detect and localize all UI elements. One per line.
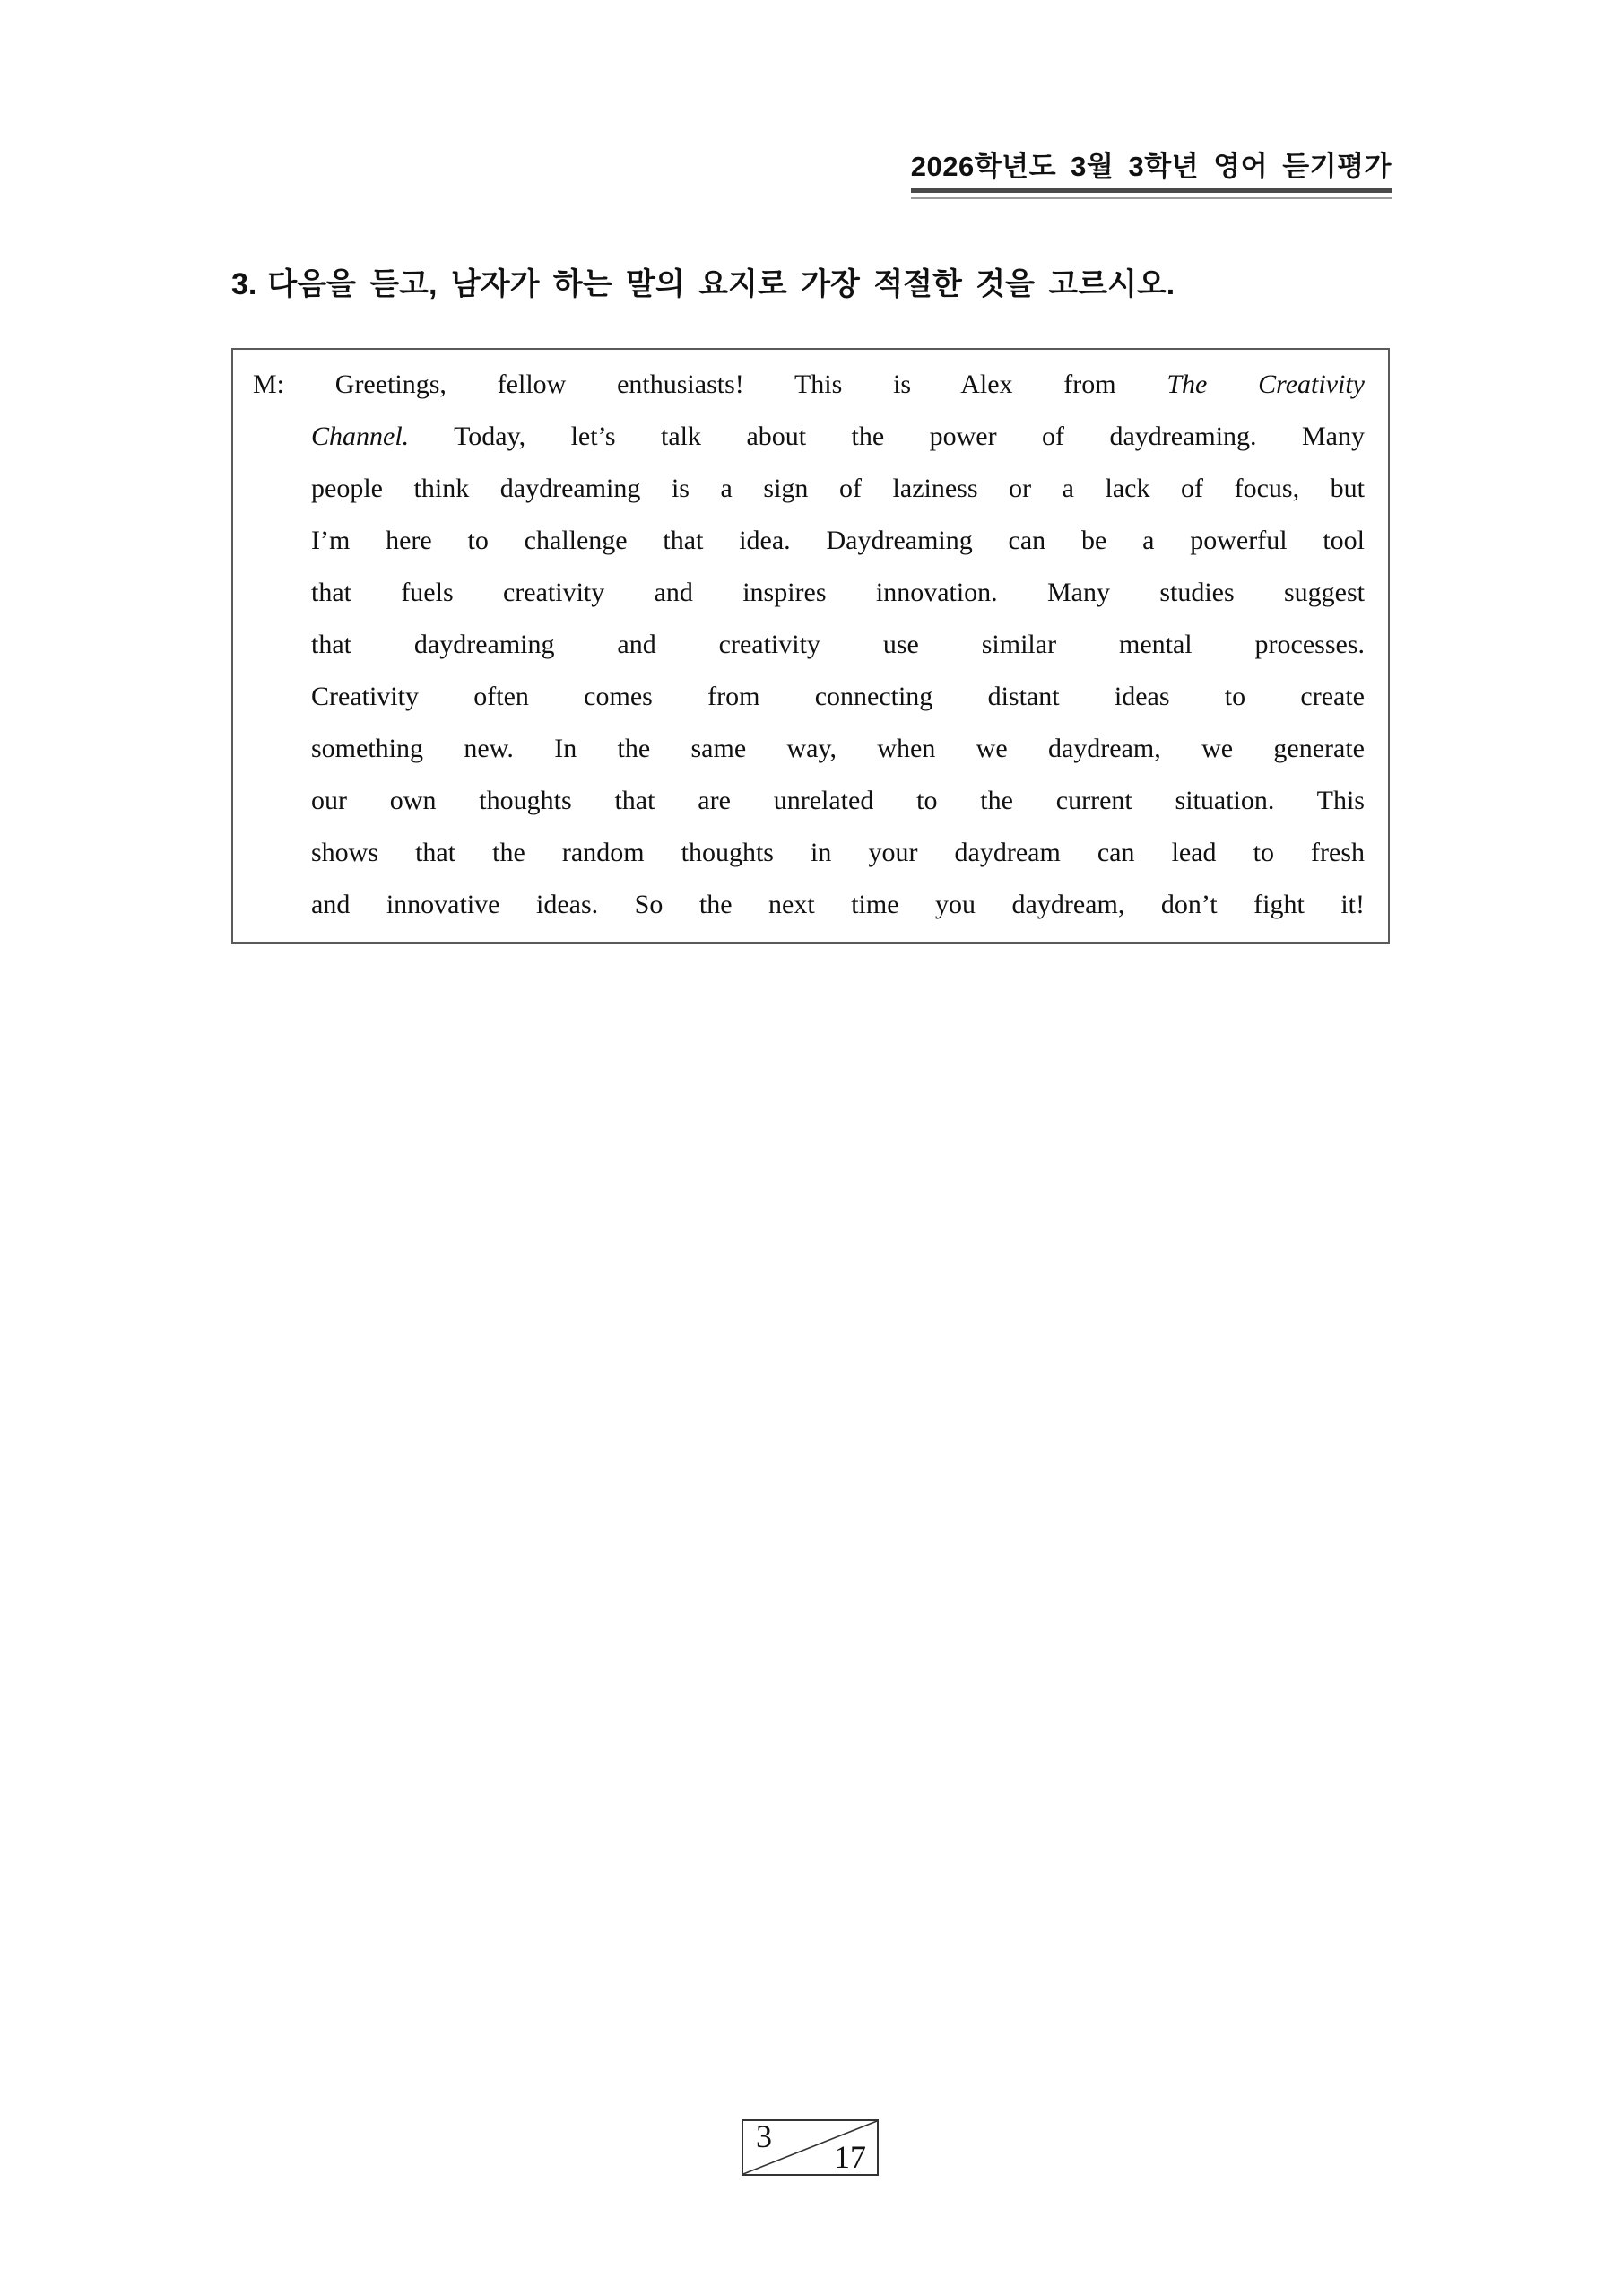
transcript-segment: Creativity often comes from connecting distant ideas to create — [311, 682, 1365, 711]
transcript-line — [311, 879, 1365, 931]
transcript-line — [311, 463, 1365, 515]
transcript-line — [311, 619, 1365, 671]
transcript-line — [253, 359, 1365, 411]
transcript-segment: that fuels creativity and inspires innovation. Many studies suggest — [311, 578, 1365, 607]
transcript-segment: M: Greetings, fellow enthusiasts! This is Alex from — [253, 370, 1167, 399]
header-title: 2026학년도 3월 3학년 영어 듣기평가 — [910, 151, 1392, 182]
transcript-line — [311, 775, 1365, 827]
transcript-segment: I’m here to challenge that idea. Daydreaming can be a powerful tool — [311, 526, 1365, 555]
transcript-line — [311, 723, 1365, 775]
transcript-line — [311, 411, 1365, 463]
transcript-segment: shows that the random thoughts in your daydream can lead to fresh — [311, 838, 1365, 867]
current-page-number: 3 — [756, 2118, 772, 2154]
transcript-line — [311, 671, 1365, 723]
header-underline-thin — [911, 197, 1392, 199]
transcript-segment: that daydreaming and creativity use similar mental processes. — [311, 630, 1365, 659]
page-header — [911, 152, 1392, 199]
total-page-count: 17 — [834, 2139, 866, 2176]
header-underline-thick — [911, 188, 1392, 193]
transcript-segment: people think daydreaming is a sign of laziness or a lack of focus, but — [311, 474, 1365, 503]
transcript-box — [231, 348, 1390, 944]
transcript-segment-italic: The Creativity — [1167, 370, 1366, 399]
transcript-line — [311, 827, 1365, 879]
question-text: 다음을 듣고, 남자가 하는 말의 요지로 가장 적절한 것을 고르시오. — [267, 267, 1175, 301]
transcript-lines — [253, 359, 1365, 931]
transcript-segment-italic: Channel. — [311, 422, 410, 451]
transcript-line — [311, 567, 1365, 619]
transcript-segment: and innovative ideas. So the next time you daydream, don’t fight it! — [311, 890, 1365, 919]
question-number: 3. — [231, 267, 257, 301]
question — [231, 266, 1397, 302]
page-number-box — [742, 2119, 879, 2176]
transcript-line — [311, 515, 1365, 567]
transcript-segment: our own thoughts that are unrelated to the current situation. This — [311, 786, 1365, 815]
transcript-segment: Today, let’s talk about the power of daydreaming. Many — [409, 422, 1365, 451]
transcript-segment: something new. In the same way, when we daydream, we generate — [311, 734, 1365, 763]
